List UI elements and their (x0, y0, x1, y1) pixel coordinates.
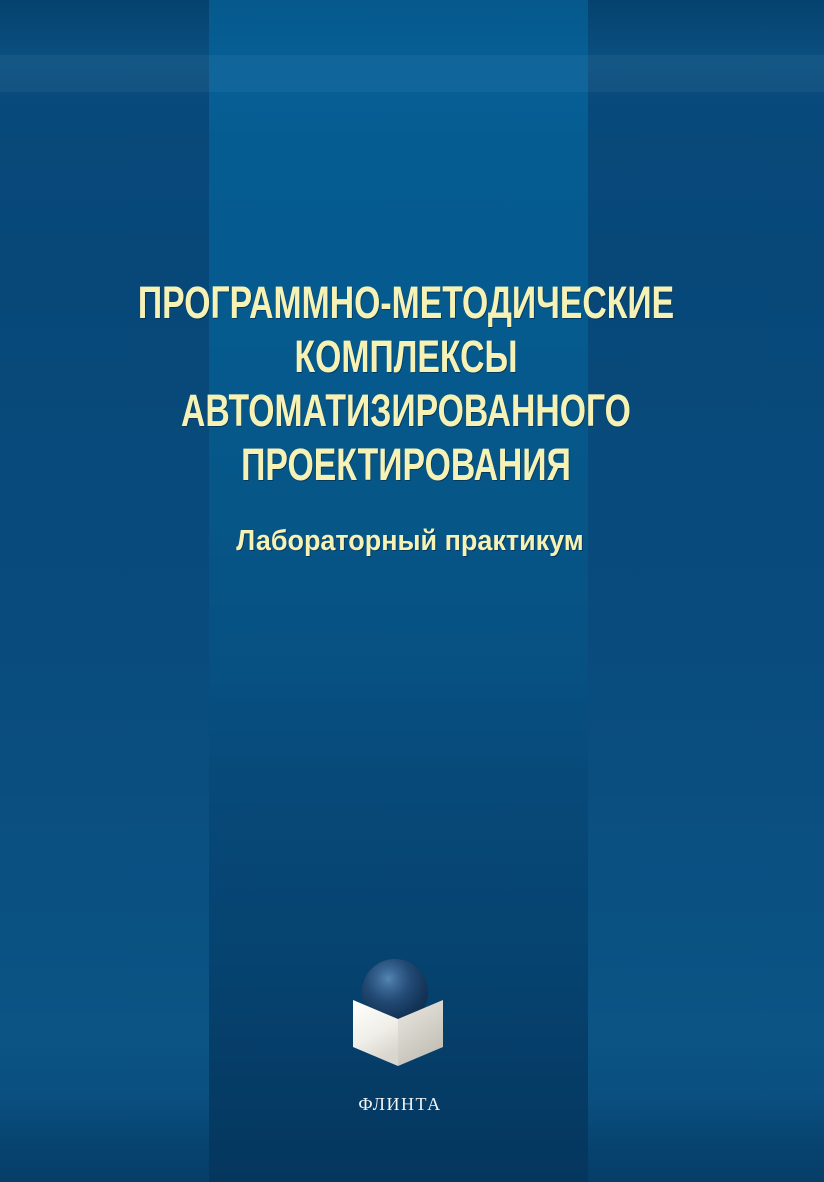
publisher-name: ФЛИНТА (358, 1094, 442, 1114)
book-title-line-4: ПРОЕКТИРОВАНИЯ (241, 439, 571, 490)
book-title-line-1: ПРОГРАММНО-МЕТОДИЧЕСКИЕ (137, 277, 675, 328)
book-title-line-2: КОМПЛЕКСЫ (294, 331, 518, 382)
book-title (0, 276, 812, 492)
book-title-line-3: АВТОМАТИЗИРОВАННОГО (181, 385, 631, 436)
cover-top-band (0, 55, 824, 92)
flinta-logo-icon (348, 955, 448, 1070)
book-subtitle: Лабораторный практикум (236, 525, 584, 557)
